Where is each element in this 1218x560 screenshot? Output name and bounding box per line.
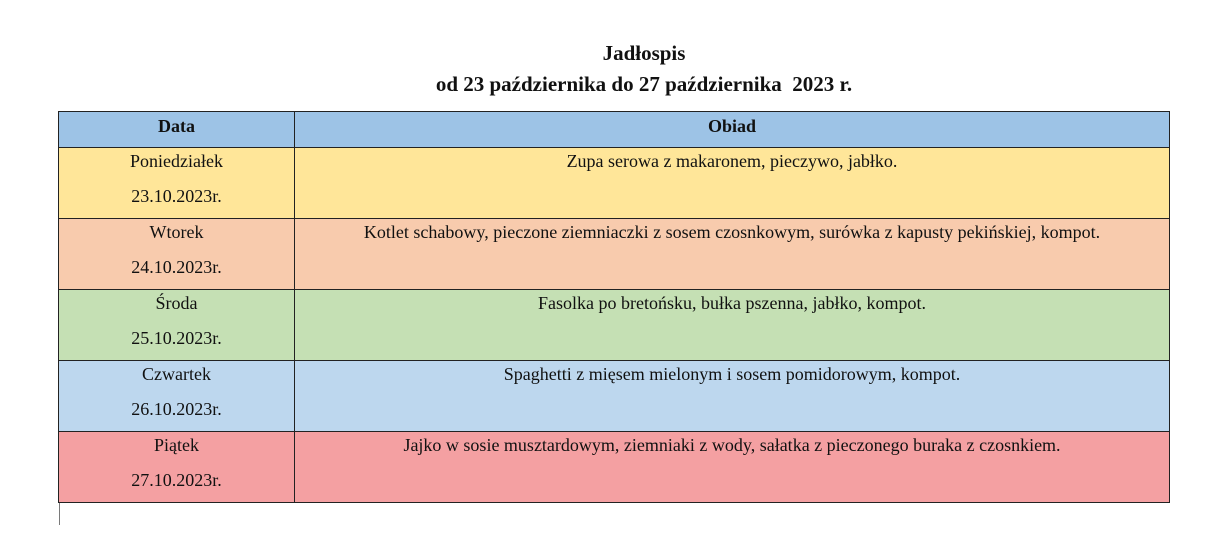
day-date: 25.10.2023r. [131,328,222,348]
day-date: 27.10.2023r. [131,470,222,490]
day-date: 23.10.2023r. [131,186,222,206]
date-cell [59,361,295,432]
date-cell [59,290,295,361]
day-name: Poniedziałek [130,151,223,171]
column-header-dinner: Obiad [295,112,1170,148]
date-cell [59,219,295,290]
dinner-text: Spaghetti z mięsem mielonym i sosem pomidorowym, kompot. [503,364,961,384]
dinner-cell [295,290,1170,361]
table-row [59,432,1170,503]
day-name: Piątek [154,435,199,455]
table-row [59,361,1170,432]
table-row [59,290,1170,361]
dinner-cell [295,148,1170,219]
dinner-cell [295,219,1170,290]
table-header-row [59,112,1170,148]
dinner-cell [295,432,1170,503]
menu-date-range: od 23 października do 27 października 2023 r. [435,72,853,96]
menu-table [58,111,1170,503]
day-date: 26.10.2023r. [131,399,222,419]
text-cursor [59,503,60,525]
date-cell [59,148,295,219]
dinner-text: Zupa serowa z makaronem, pieczywo, jabłko. [566,151,898,171]
day-name: Czwartek [142,364,211,384]
table-row [59,148,1170,219]
menu-heading [0,38,1218,100]
date-cell [59,432,295,503]
column-header-date: Data [59,112,295,148]
dinner-text: Kotlet schabowy, pieczone ziemniaczki z sosem czosnkowym, surówka z kapusty pekińskiej, kompot. [363,222,1101,242]
day-date: 24.10.2023r. [131,257,222,277]
day-name: Wtorek [149,222,204,242]
table-row [59,219,1170,290]
dinner-text: Jajko w sosie musztardowym, ziemniaki z wody, sałatka z pieczonego buraka z czosnkiem. [403,435,1061,455]
day-name: Środa [155,293,198,313]
dinner-text: Fasolka po bretońsku, bułka pszenna, jabłko, kompot. [538,293,926,313]
dinner-cell [295,361,1170,432]
menu-title: Jadłospis [602,41,686,65]
